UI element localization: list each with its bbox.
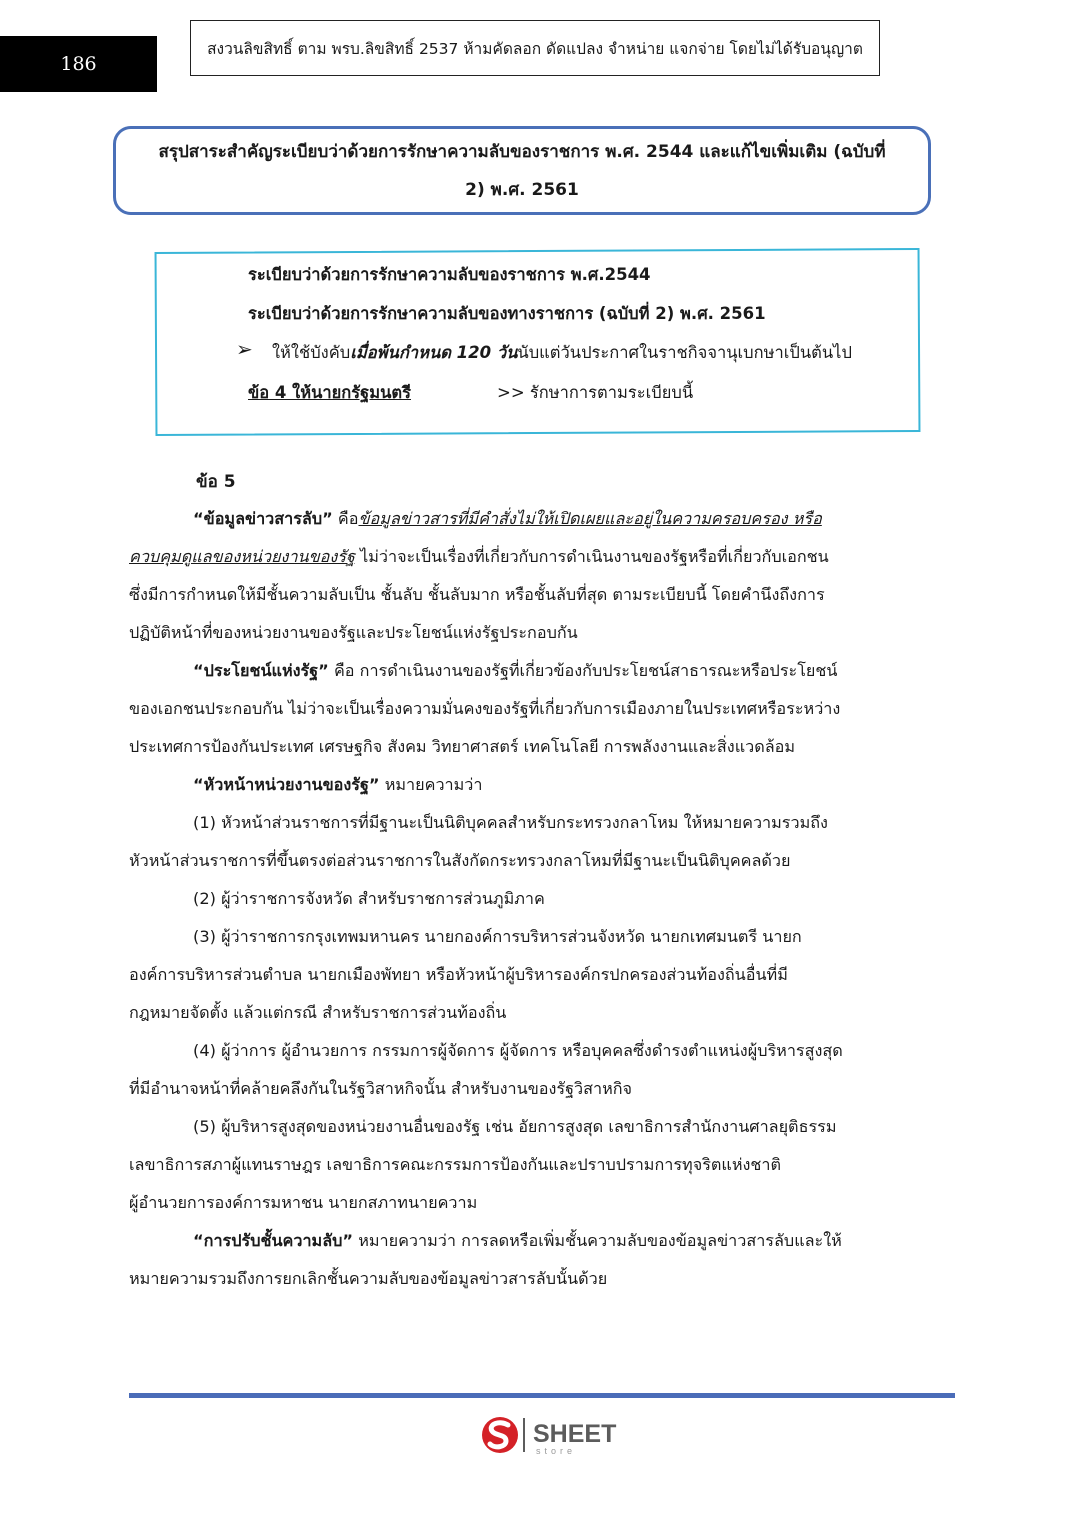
item4-line2: ที่มีอำนาจหน้าที่คล้ายคลึงกันในรัฐวิสาหกิจนั้น สำหรับงานของรัฐวิสาหกิจ [129,1079,633,1098]
page-number: 186 [0,36,157,92]
item5-line2: เลขาธิการสภาผู้แทนราษฎร เลขาธิการคณะกรรมการป้องกันและปราบปรามการทุจริตแห่งชาติ [129,1155,782,1174]
def4-term: “การปรับชั้นความลับ” [193,1231,354,1250]
def4-line1 [193,1227,842,1255]
logo-divider [523,1418,525,1452]
def2-line2: ของเอกชนประกอบกัน ไม่ว่าจะเป็นเรื่องความมั่นคงของรัฐที่เกี่ยวกับการเมืองภายในประเทศหรือระหว่าง [129,699,841,718]
def4-line2: หมายความรวมถึงการยกเลิกชั้นความลับของข้อมูลข่าวสารลับนั้นด้วย [129,1269,608,1288]
def1-line2 [129,543,829,571]
item5-line1: (5) ผู้บริหารสูงสุดของหน่วยงานอื่นของรัฐ เช่น อัยการสูงสุด เลขาธิการสำนักงานศาลยุติธรรม [193,1117,837,1136]
def1-term: “ข้อมูลข่าวสารลับ” [193,509,333,528]
bullet-emphasis: เมื่อพ้นกำหนด 120 วัน [350,343,518,362]
item2-line1: (2) ผู้ว่าราชการจังหวัด สำหรับราชการส่วนภูมิภาค [193,889,545,908]
logo-brand: SHEET [533,1420,617,1448]
def2-a: คือ การดำเนินงานของรัฐที่เกี่ยวข้องกับประโยชน์สาธารณะหรือประโยชน์ [328,661,838,680]
logo-brand-sub: store [536,1446,577,1456]
effective-date-bullet [272,340,852,366]
def1-a: คือ [332,509,359,528]
item3-line3: กฎหมายจัดตั้ง แล้วแต่กรณี สำหรับราชการส่วนท้องถิ่น [129,1003,507,1022]
clause4-text: >> รักษาการตามระเบียบนี้ [497,383,694,402]
def1-line3: ซึ่งมีการกำหนดให้มีชั้นความลับเป็น ชั้นลับ ชั้นลับมาก หรือชั้นลับที่สุด ตามระเบียบนี้ โดยคำนึงถึงการ [129,585,825,604]
sheet-store-logo [478,1412,628,1458]
arrow-bullet-icon: ➢ [236,337,253,361]
title-line-2: 2) พ.ศ. 2561 [465,179,579,200]
def1-line4: ปฏิบัติหน้าที่ของหน่วยงานของรัฐและประโยชน์แห่งรัฐประกอบกัน [129,623,578,642]
def1-line1 [193,505,822,533]
clause4-label: ข้อ 4 ให้นายกรัฐมนตรี [248,383,411,402]
clause5-heading: ข้อ 5 [196,472,236,492]
bullet-post: นับแต่วันประกาศในราชกิจจานุเบกษาเป็นต้นไป [517,343,852,362]
def1-b: ไม่ว่าจะเป็นเรื่องที่เกี่ยวกับการดำเนินงานของรัฐหรือที่เกี่ยวกับเอกชน [354,547,829,566]
def3-line1 [193,771,482,799]
document-title-box [113,126,931,215]
item4-line1: (4) ผู้ว่าการ ผู้อำนวยการ กรรมการผู้จัดการ ผู้จัดการ หรือบุคคลซึ่งดำรงตำแหน่งผู้บริหารสูงสุด [193,1041,843,1060]
regulation-2544: ระเบียบว่าด้วยการรักษาความลับของราชการ พ.ศ.2544 [248,265,651,284]
def3-term: “หัวหน้าหน่วยงานของรัฐ” [193,775,380,794]
item1-line2: หัวหน้าส่วนราชการที่ขึ้นตรงต่อส่วนราชการในสังกัดกระทรวงกลาโหมที่มีฐานะเป็นนิติบุคคลด้วย [129,851,791,870]
def1-underlined-2: ควบคุมดูแลของหน่วยงานของรัฐ [129,547,355,566]
def4-a: หมายความว่า การลดหรือเพิ่มชั้นความลับของข้อมูลข่าวสารลับและให้ [353,1231,842,1250]
bullet-pre: ให้ใช้บังคับ [272,343,351,362]
def2-line3: ประเทศการป้องกันประเทศ เศรษฐกิจ สังคม วิทยาศาสตร์ เทคโนโลยี การพลังงานและสิ่งแวดล้อม [129,737,796,756]
def3-a: หมายความว่า [379,775,483,794]
def2-term: “ประโยชน์แห่งรัฐ” [193,661,329,680]
footer-bar [129,1393,955,1398]
copyright-notice: สงวนลิขสิทธิ์ ตาม พรบ.ลิขสิทธิ์ 2537 ห้ามคัดลอก ดัดแปลง จำหน่าย แจกจ่าย โดยไม่ได้รับอนุญาต [190,20,880,76]
item3-line1: (3) ผู้ว่าราชการกรุงเทพมหานคร นายกองค์การบริหารส่วนจังหวัด นายกเทศมนตรี นายก [193,927,802,946]
def1-underlined-1: ข้อมูลข่าวสารที่มีคำสั่งไม่ให้เปิดเผยและอยู่ในความครอบครอง หรือ [358,509,822,528]
item3-line2: องค์การบริหารส่วนตำบล นายกเมืองพัทยา หรือหัวหน้าผู้บริหารองค์กรปกครองส่วนท้องถิ่นอื่นที่มี [129,965,788,984]
regulation-2561: ระเบียบว่าด้วยการรักษาความลับของทางราชการ (ฉบับที่ 2) พ.ศ. 2561 [248,304,766,323]
def2-line1 [193,657,837,685]
item5-line3: ผู้อำนวยการองค์การมหาชน นายกสภาทนายความ [129,1193,478,1212]
title-line-1: สรุปสาระสำคัญระเบียบว่าด้วยการรักษาความลับของราชการ พ.ศ. 2544 และแก้ไขเพิ่มเติม (ฉบับที่ [158,141,886,162]
item1-line1: (1) หัวหน้าส่วนราชการที่มีฐานะเป็นนิติบุคคลสำหรับกระทรวงกลาโหม ให้หมายความรวมถึง [193,813,828,832]
